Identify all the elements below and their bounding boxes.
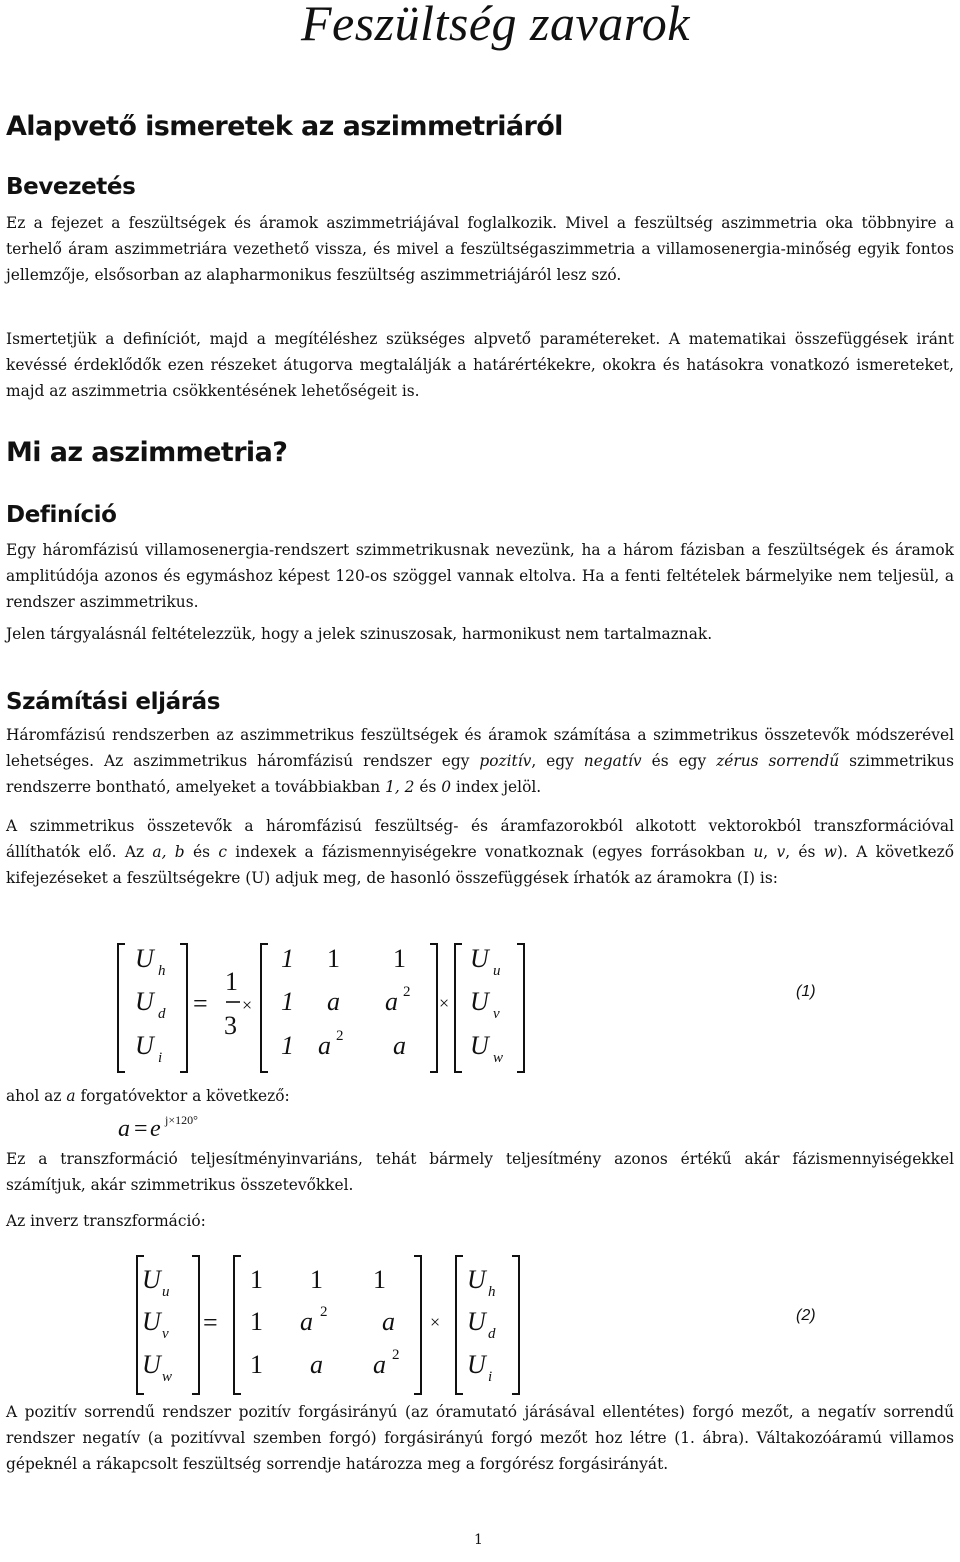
eq2-m32: a: [310, 1350, 323, 1379]
text-run: , egy: [531, 752, 584, 771]
eq2-m12: 1: [310, 1265, 323, 1294]
eq2-rhs-sub2: d: [488, 1326, 496, 1342]
italic-term: zérus sorrendű: [716, 752, 840, 771]
eq1-lhs-sub3: i: [158, 1050, 163, 1066]
eq2-rhs-sub1: h: [488, 1284, 496, 1300]
eq1-m22: a: [327, 987, 340, 1016]
eq2-m22: a: [300, 1307, 313, 1336]
rotator-equals: =: [134, 1116, 148, 1142]
eq1-rhs-sub3: w: [493, 1050, 504, 1066]
page-number: 1: [474, 1532, 483, 1548]
eq1-times-1: ×: [242, 995, 253, 1015]
eq1-rhs-u3: U: [470, 1031, 489, 1060]
definition-paragraph-1: Egy háromfázisú villamosenergia-rendszert szimmetrikusnak nevezünk, ha a három fázisban a feszültségek és áramok amplitúdója azonos és egymáshoz képest 120-os szöggel vannak eltolva. Ha a fenti feltételek bármelyike nem teljesül, a rendszer aszimmetrikus.: [6, 541, 954, 612]
italic-term: a: [66, 1087, 76, 1105]
invariant-paragraph: Ez a transzformáció teljesítményinvariáns, tehát bármely teljesítmény azonos értékű akár fázismennyiségekkel számítjuk, akár szimmetrikus összetevőkkel.: [6, 1150, 954, 1195]
eq1-times-2: ×: [439, 993, 450, 1013]
eq2-m33-sup: 2: [392, 1347, 400, 1363]
eq2-m21: 1: [250, 1307, 263, 1336]
eq1-lhs-sub2: d: [158, 1006, 166, 1022]
eq2-rhs-u1: U: [467, 1265, 486, 1294]
eq2-times: ×: [430, 1312, 441, 1332]
heading-what-is-asymmetry: Mi az aszimmetria?: [6, 437, 288, 468]
eq1-m13: 1: [393, 944, 406, 973]
final-paragraph: A pozitív sorrendű rendszer pozitív forgásirányú (az óramutató járásával ellentétes) forgó mezőt, a negatív sorrendű rendszer negatív (a pozitívval szemben forgó) forgásirányú forgó mezőt hoz létre (1. ábra). Váltakozóáramú villamos gépeknél a rákapcsolt feszültség sorrendje határozza meg a forgórész forgásirányát.: [6, 1403, 954, 1474]
eq2-rhs-u2: U: [467, 1307, 486, 1336]
eq1-frac-den: 3: [224, 1011, 237, 1040]
heading-calculation: Számítási eljárás: [6, 689, 221, 715]
italic-term: 0: [441, 778, 452, 797]
text-run: és egy: [641, 752, 717, 771]
rotator-lhs: a: [118, 1116, 130, 1142]
equation-1-number: (1): [796, 983, 816, 1000]
eq2-m31: 1: [250, 1350, 263, 1379]
eq1-m31: 1: [281, 1031, 294, 1060]
heading-definition: Definíció: [6, 502, 117, 528]
eq2-lhs-u2: U: [142, 1307, 161, 1336]
text-run: ,: [763, 843, 777, 862]
text-run: Háromfázisú rendszerben az aszimmetrikus feszültségek és áramok számítása a szimmetrikus összetevők módszerével lehetséges. Az aszimmetrikus háromfázisú rendszer egy: [6, 726, 954, 771]
text-run: forgatóvektor a következő:: [75, 1087, 290, 1105]
eq1-rhs-u1: U: [470, 944, 489, 973]
text-run: szimmetrikus rendszerre bontható, amelyeket a továbbiakban: [6, 752, 954, 797]
text-run: ). A következő kifejezéseket a feszültségekre (U) adjuk meg, de hasonló összefüggések írhatók az áramokra (I) is:: [6, 843, 954, 888]
italic-term: negatív: [583, 752, 642, 771]
eq2-lhs-sub1: u: [162, 1284, 170, 1300]
eq2-lhs-u1: U: [142, 1265, 161, 1294]
eq1-lhs-u2: U: [135, 987, 154, 1016]
heading-basics: Alapvető ismeretek az aszimmetriáról: [6, 111, 563, 142]
inverse-label: Az inverz transzformáció:: [6, 1212, 206, 1230]
eq1-lhs-u1: U: [135, 944, 154, 973]
eq1-m23-sup: 2: [403, 984, 411, 1000]
eq1-equals: =: [193, 989, 208, 1018]
text-run: , és: [785, 843, 824, 862]
text-run: és: [414, 778, 442, 797]
eq1-m33: a: [393, 1031, 406, 1060]
eq2-m13: 1: [373, 1265, 386, 1294]
rotator-exponent: j×120°: [165, 1113, 198, 1127]
calculation-paragraph-2: [6, 813, 954, 892]
eq1-m23: a: [385, 987, 398, 1016]
text-run: indexek a fázismennyiségekre vonatkoznak (egyes forrásokban: [226, 843, 754, 862]
eq1-m32: a: [318, 1031, 331, 1060]
italic-term: pozitív: [479, 752, 532, 771]
eq1-rhs-sub1: u: [493, 963, 501, 979]
intro-paragraph-1: Ez a fejezet a feszültségek és áramok aszimmetriájával foglalkozik. Mivel a feszültség aszimmetria oka többnyire a terhelő áram aszimmetriára vezethető vissza, és mivel a feszültségaszimmetria a villamosenergia-minőség egyik fontos jellemzője, elsősorban az alapharmonikus feszültség aszimmetriájáról lesz szó.: [6, 214, 954, 285]
italic-term: w: [823, 843, 837, 862]
definition-paragraph-2: Jelen tárgyalásnál feltételezzük, hogy a jelek szinuszosak, harmonikust nem tartalmaznak.: [6, 625, 713, 643]
equation-2-number: (2): [796, 1307, 816, 1324]
text-run: index jelöl.: [451, 778, 542, 797]
eq2-lhs-sub3: w: [162, 1369, 173, 1385]
italic-term: c: [218, 843, 227, 862]
calculation-paragraph-1: [6, 722, 954, 801]
eq2-equals: =: [203, 1308, 218, 1337]
eq1-rhs-u2: U: [470, 987, 489, 1016]
rotator-base: e: [150, 1116, 161, 1142]
eq2-rhs-u3: U: [467, 1350, 486, 1379]
eq1-m32-sup: 2: [336, 1028, 344, 1044]
eq2-m11: 1: [250, 1265, 263, 1294]
eq2-m23: a: [382, 1307, 395, 1336]
eq1-m12: 1: [327, 944, 340, 973]
eq2-m33: a: [373, 1350, 386, 1379]
eq2-rhs-sub3: i: [488, 1369, 493, 1385]
italic-term: u: [753, 843, 764, 862]
text-run: és: [184, 843, 219, 862]
eq1-rhs-sub2: v: [493, 1006, 500, 1022]
text-run: ahol az: [6, 1087, 67, 1105]
rotator-paragraph: [6, 1083, 954, 1109]
italic-term: 1, 2: [385, 778, 415, 797]
eq1-frac-num: 1: [225, 967, 238, 996]
intro-paragraph-2: Ismertetjük a definíciót, majd a megítéléshez szükséges alpvető paramétereket. A matematikai összefüggések iránt kevéssé érdeklődők ezen részeket átugorva megtalálják a határértékekre, okokra és hatásokra vonatkozó ismereteket, majd az aszimmetria csökkentésének lehetőségeit is.: [6, 330, 954, 401]
heading-intro: Bevezetés: [6, 174, 136, 200]
italic-term: v: [776, 843, 786, 862]
eq1-m21: 1: [281, 987, 294, 1016]
text-run: A szimmetrikus összetevők a háromfázisú feszültség- és áramfazorokból alkotott vektorokból transzformációval állíthatók elő. Az: [6, 817, 954, 862]
eq2-lhs-sub2: v: [162, 1326, 169, 1342]
document-title: Feszültség zavarok: [300, 0, 690, 51]
eq1-lhs-sub1: h: [158, 963, 166, 979]
eq1-lhs-u3: U: [135, 1031, 154, 1060]
italic-term: a, b: [152, 843, 185, 862]
eq2-m22-sup: 2: [320, 1304, 328, 1320]
eq1-m11: 1: [281, 944, 294, 973]
eq2-lhs-u3: U: [142, 1350, 161, 1379]
